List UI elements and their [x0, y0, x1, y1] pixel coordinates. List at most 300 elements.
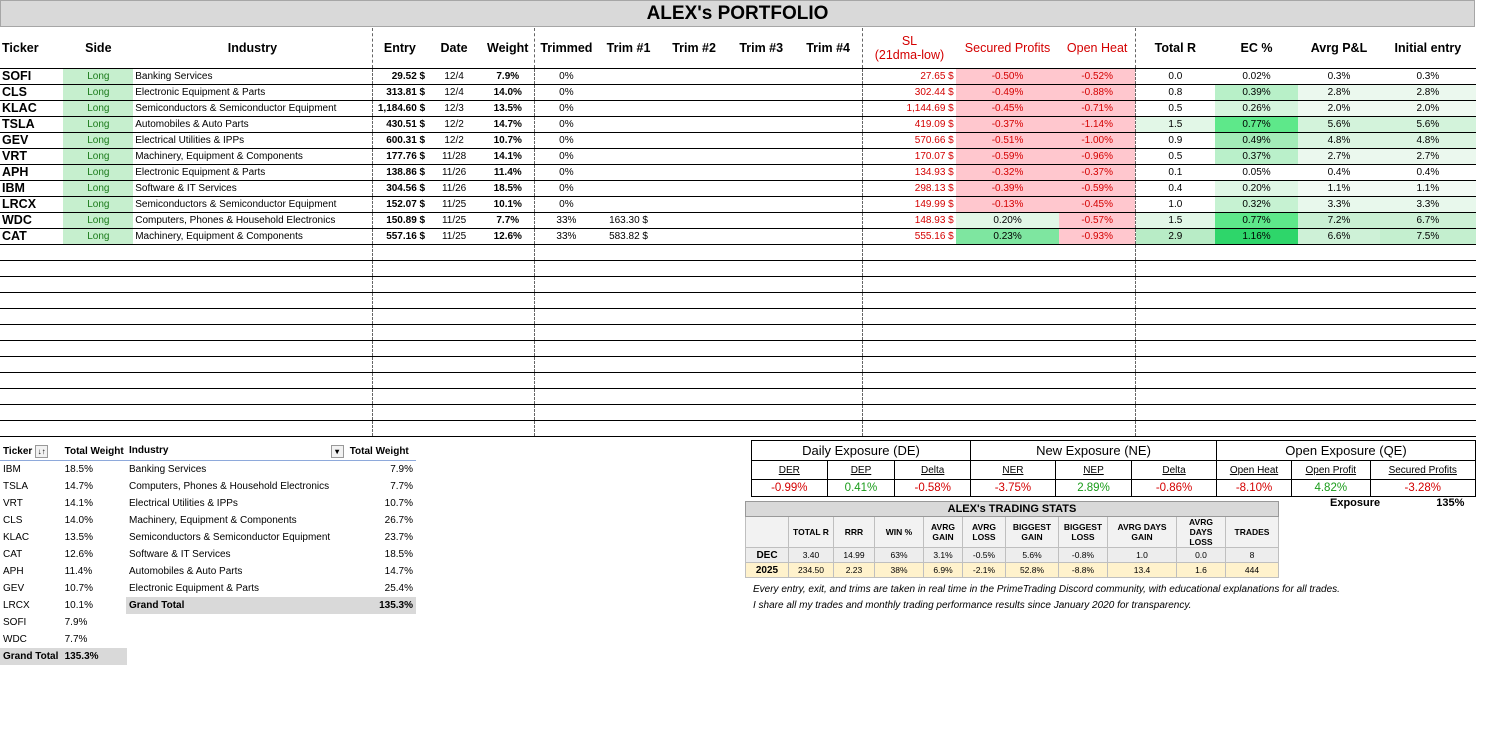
empty-cell [133, 293, 372, 309]
empty-cell [728, 245, 794, 261]
table-row[interactable] [0, 133, 1476, 149]
table-row[interactable] [0, 229, 1476, 245]
empty-cell [728, 325, 794, 341]
cell-side: Long [63, 117, 133, 133]
exposure-value: -0.99% [752, 480, 828, 497]
portfolio-title: ALEX's PORTFOLIO [0, 0, 1475, 27]
col-weight: Weight [481, 28, 535, 69]
empty-cell [133, 405, 372, 421]
col-ec: EC % [1215, 28, 1299, 69]
cell-trim2 [660, 197, 729, 213]
cell-heat: -0.71% [1059, 101, 1135, 117]
empty-cell [660, 405, 729, 421]
table-row[interactable] [0, 101, 1476, 117]
cell-weight: 18.5% [481, 181, 535, 197]
empty-cell [481, 373, 535, 389]
cell-secured: -0.39% [956, 181, 1060, 197]
empty-cell [0, 309, 63, 325]
empty-cell [1215, 373, 1299, 389]
cell-ec: 0.26% [1215, 101, 1299, 117]
pivot-row [0, 563, 127, 580]
empty-cell [427, 405, 481, 421]
cell-initial: 6.7% [1380, 213, 1476, 229]
stats-header: TOTAL R [789, 517, 834, 548]
cell-date: 11/26 [427, 165, 481, 181]
cell-trimmed: 33% [535, 213, 597, 229]
cell-initial: 1.1% [1380, 181, 1476, 197]
pivot-label: WDC [3, 634, 27, 645]
empty-cell [427, 421, 481, 437]
cell-initial: 0.3% [1380, 69, 1476, 85]
empty-cell [1059, 389, 1135, 405]
cell-trim4 [794, 197, 863, 213]
empty-cell [863, 341, 956, 357]
table-row[interactable] [0, 197, 1476, 213]
empty-row[interactable] [0, 277, 1476, 293]
cell-trim3 [728, 101, 794, 117]
empty-cell [133, 421, 372, 437]
cell-ec: 0.05% [1215, 165, 1299, 181]
pivot-value: 25.4% [384, 583, 413, 594]
empty-cell [535, 309, 597, 325]
cell-weight: 14.1% [481, 149, 535, 165]
empty-cell [597, 405, 659, 421]
cell-date: 12/4 [427, 85, 481, 101]
open-exposure-header: Open Exposure (QE) [1217, 441, 1476, 461]
empty-cell [63, 405, 133, 421]
cell-ec: 0.32% [1215, 197, 1299, 213]
cell-trim1 [597, 181, 659, 197]
pivot-row [126, 461, 416, 479]
empty-cell [0, 357, 63, 373]
cell-totalr: 0.9 [1135, 133, 1214, 149]
empty-row[interactable] [0, 373, 1476, 389]
pivot-value: 14.7% [64, 481, 93, 492]
cell-trimmed: 0% [535, 165, 597, 181]
table-row[interactable] [0, 149, 1476, 165]
stats-header: RRR [834, 517, 875, 548]
stats-cell: -0.8% [1059, 548, 1108, 563]
empty-cell [372, 357, 427, 373]
pivot-label: APH [3, 566, 24, 577]
col-trim2: Trim #2 [660, 28, 729, 69]
cell-ec: 0.39% [1215, 85, 1299, 101]
sort-filter-icon[interactable]: ↓↑ [35, 445, 48, 458]
empty-cell [794, 261, 863, 277]
cell-industry: Electronic Equipment & Parts [133, 165, 372, 181]
empty-cell [535, 405, 597, 421]
pivot-label: KLAC [3, 532, 30, 543]
cell-trim4 [794, 165, 863, 181]
pivot-row [0, 461, 127, 479]
empty-cell [0, 261, 63, 277]
cell-trimmed: 0% [535, 181, 597, 197]
empty-cell [863, 325, 956, 341]
cell-ec: 1.16% [1215, 229, 1299, 245]
stats-header: AVRG LOSS [963, 517, 1006, 548]
grand-total-value: 135.3% [62, 648, 127, 665]
pivot1-header-ticker: Ticker ↓↑ [0, 443, 62, 461]
empty-cell [863, 389, 956, 405]
empty-cell [597, 293, 659, 309]
note-line: Every entry, exit, and trims are taken in real time in the PrimeTrading Discord community, with educational explanations for all trades. [753, 584, 1340, 595]
pivot-label: Software & IT Services [129, 549, 231, 560]
cell-trimmed: 0% [535, 69, 597, 85]
grand-total-label: Grand Total [126, 597, 347, 614]
empty-cell [1059, 261, 1135, 277]
empty-cell [133, 245, 372, 261]
empty-row[interactable] [0, 421, 1476, 437]
cell-sl: 298.13 $ [863, 181, 956, 197]
cell-trim2 [660, 181, 729, 197]
pivot-row [0, 512, 127, 529]
cell-ticker: CAT [0, 229, 63, 245]
empty-cell [1215, 421, 1299, 437]
stats-cell: 1.6 [1177, 563, 1226, 578]
cell-secured: -0.45% [956, 101, 1060, 117]
empty-cell [481, 309, 535, 325]
cell-date: 11/25 [427, 229, 481, 245]
empty-cell [597, 421, 659, 437]
cell-trim3 [728, 69, 794, 85]
empty-cell [1135, 261, 1214, 277]
pivot-row [126, 563, 416, 580]
empty-cell [1380, 373, 1476, 389]
empty-cell [956, 389, 1060, 405]
empty-cell [1215, 293, 1299, 309]
pivot-grand-total [0, 648, 127, 665]
empty-cell [535, 261, 597, 277]
empty-cell [535, 421, 597, 437]
empty-cell [427, 277, 481, 293]
cell-entry: 150.89 $ [372, 213, 427, 229]
empty-cell [535, 357, 597, 373]
table-row[interactable] [0, 85, 1476, 101]
empty-cell [863, 373, 956, 389]
exposure-table [751, 440, 1476, 497]
empty-cell [535, 389, 597, 405]
cell-industry: Computers, Phones & Household Electronics [133, 213, 372, 229]
empty-row[interactable] [0, 405, 1476, 421]
cell-totalr: 0.5 [1135, 149, 1214, 165]
table-row[interactable] [0, 69, 1476, 85]
empty-row[interactable] [0, 341, 1476, 357]
col-sl-sub: (21dma-low) [874, 48, 945, 62]
stats-cell: -8.8% [1059, 563, 1108, 578]
stats-header: AVRG DAYS LOSS [1177, 517, 1226, 548]
cell-date: 12/2 [427, 133, 481, 149]
empty-cell [1298, 357, 1379, 373]
empty-cell [597, 389, 659, 405]
empty-cell [794, 341, 863, 357]
col-entry: Entry [372, 28, 427, 69]
empty-cell [794, 373, 863, 389]
cell-totalr: 0.4 [1135, 181, 1214, 197]
pivot-row [0, 580, 127, 597]
cell-side: Long [63, 85, 133, 101]
cell-trim4 [794, 133, 863, 149]
pivot-row [126, 495, 416, 512]
stats-cell: -0.5% [963, 548, 1006, 563]
cell-trim1 [597, 117, 659, 133]
cell-initial: 3.3% [1380, 197, 1476, 213]
cell-totalr: 0.0 [1135, 69, 1214, 85]
stats-header: AVRG DAYS GAIN [1108, 517, 1177, 548]
table-row[interactable] [0, 117, 1476, 133]
cell-trimmed: 0% [535, 101, 597, 117]
empty-cell [1059, 405, 1135, 421]
pivot-row [126, 478, 416, 495]
cell-trim2 [660, 133, 729, 149]
cell-avgpl: 0.4% [1298, 165, 1379, 181]
pivot-value: 10.7% [384, 498, 413, 509]
cell-weight: 7.7% [481, 213, 535, 229]
empty-cell [728, 293, 794, 309]
stats-cell: 8 [1226, 548, 1279, 563]
empty-cell [481, 405, 535, 421]
empty-cell [794, 357, 863, 373]
cell-trim1 [597, 101, 659, 117]
cell-trim1: 163.30 $ [597, 213, 659, 229]
empty-cell [1215, 261, 1299, 277]
pivot-label: Semiconductors & Semiconductor Equipment [129, 532, 331, 543]
empty-cell [427, 325, 481, 341]
cell-trimmed: 0% [535, 133, 597, 149]
empty-cell [956, 325, 1060, 341]
cell-ticker: CLS [0, 85, 63, 101]
col-secured: Secured Profits [956, 28, 1060, 69]
empty-cell [597, 373, 659, 389]
cell-side: Long [63, 101, 133, 117]
cell-industry: Software & IT Services [133, 181, 372, 197]
table-row[interactable] [0, 213, 1476, 229]
col-totalr: Total R [1135, 28, 1214, 69]
exposure-summary [1330, 497, 1464, 509]
cell-avgpl: 6.6% [1298, 229, 1379, 245]
cell-sl: 302.44 $ [863, 85, 956, 101]
cell-ec: 0.77% [1215, 117, 1299, 133]
pivot-label: CAT [3, 549, 23, 560]
portfolio-table [0, 28, 1476, 437]
empty-cell [63, 421, 133, 437]
empty-cell [0, 405, 63, 421]
empty-cell [863, 261, 956, 277]
empty-cell [1059, 421, 1135, 437]
empty-cell [1059, 309, 1135, 325]
cell-ticker: APH [0, 165, 63, 181]
empty-row[interactable] [0, 293, 1476, 309]
stats-cell: -2.1% [963, 563, 1006, 578]
pivot-row [126, 580, 416, 597]
cell-weight: 12.6% [481, 229, 535, 245]
empty-cell [660, 261, 729, 277]
empty-cell [660, 389, 729, 405]
pivot-value: 13.5% [64, 532, 93, 543]
empty-cell [535, 277, 597, 293]
pivot-label: Banking Services [129, 464, 207, 475]
empty-cell [372, 373, 427, 389]
pivot-value: 7.9% [390, 464, 413, 475]
note-line: I share all my trades and monthly trading performance results since January 2020 for transparency. [753, 600, 1192, 611]
empty-cell [728, 309, 794, 325]
cell-secured: 0.20% [956, 213, 1060, 229]
empty-cell [0, 373, 63, 389]
cell-date: 11/25 [427, 213, 481, 229]
cell-entry: 29.52 $ [372, 69, 427, 85]
empty-cell [1135, 245, 1214, 261]
empty-cell [1215, 277, 1299, 293]
empty-cell [1298, 389, 1379, 405]
cell-side: Long [63, 181, 133, 197]
cell-avgpl: 2.7% [1298, 149, 1379, 165]
empty-cell [481, 245, 535, 261]
empty-cell [0, 389, 63, 405]
cell-secured: -0.50% [956, 69, 1060, 85]
empty-cell [1215, 357, 1299, 373]
cell-trim4 [794, 101, 863, 117]
cell-ticker: VRT [0, 149, 63, 165]
empty-cell [794, 277, 863, 293]
pivot-value: 7.9% [64, 617, 88, 628]
cell-initial: 2.0% [1380, 101, 1476, 117]
cell-ticker: WDC [0, 213, 63, 229]
cell-sl: 570.66 $ [863, 133, 956, 149]
table-row[interactable] [0, 165, 1476, 181]
pivot-row [126, 512, 416, 529]
exposure-value: 4.82% [1292, 480, 1370, 497]
empty-row[interactable] [0, 261, 1476, 277]
cell-sl: 134.93 $ [863, 165, 956, 181]
cell-trim1 [597, 85, 659, 101]
cell-avgpl: 1.1% [1298, 181, 1379, 197]
empty-cell [1380, 245, 1476, 261]
pivot-row [0, 597, 127, 614]
empty-cell [1380, 405, 1476, 421]
cell-trim1 [597, 133, 659, 149]
cell-ticker: TSLA [0, 117, 63, 133]
empty-cell [1135, 341, 1214, 357]
empty-cell [63, 309, 133, 325]
stats-header [746, 517, 789, 548]
daily-exposure-header: Daily Exposure (DE) [752, 441, 971, 461]
filter-dropdown-icon[interactable]: ▾ [331, 445, 344, 458]
empty-cell [0, 245, 63, 261]
cell-heat: -0.88% [1059, 85, 1135, 101]
cell-entry: 600.31 $ [372, 133, 427, 149]
cell-ticker: LRCX [0, 197, 63, 213]
empty-cell [597, 245, 659, 261]
empty-cell [133, 357, 372, 373]
stats-cell: 2.23 [834, 563, 875, 578]
exposure-label: DER [752, 461, 828, 480]
empty-cell [133, 277, 372, 293]
empty-row[interactable] [0, 309, 1476, 325]
cell-trim4 [794, 229, 863, 245]
empty-cell [660, 277, 729, 293]
empty-cell [133, 261, 372, 277]
cell-entry: 313.81 $ [372, 85, 427, 101]
exposure-value: 2.89% [1055, 480, 1131, 497]
stats-cell: 0.0 [1177, 548, 1226, 563]
empty-cell [794, 405, 863, 421]
empty-row[interactable] [0, 325, 1476, 341]
pivot-value: 26.7% [384, 515, 413, 526]
empty-cell [1298, 405, 1379, 421]
pivot2-header-weight: Total Weight [347, 443, 416, 461]
empty-cell [1380, 309, 1476, 325]
cell-trimmed: 33% [535, 229, 597, 245]
empty-cell [956, 373, 1060, 389]
stats-cell: 234.50 [789, 563, 834, 578]
empty-cell [728, 277, 794, 293]
empty-row[interactable] [0, 389, 1476, 405]
cell-side: Long [63, 149, 133, 165]
cell-sl: 170.07 $ [863, 149, 956, 165]
cell-date: 12/2 [427, 117, 481, 133]
cell-trim2 [660, 117, 729, 133]
cell-ticker: GEV [0, 133, 63, 149]
cell-entry: 177.76 $ [372, 149, 427, 165]
stats-cell: 444 [1226, 563, 1279, 578]
empty-cell [863, 421, 956, 437]
empty-cell [1059, 293, 1135, 309]
empty-cell [1215, 309, 1299, 325]
cell-industry: Machinery, Equipment & Components [133, 149, 372, 165]
empty-cell [1215, 245, 1299, 261]
empty-cell [1298, 341, 1379, 357]
cell-trim4 [794, 149, 863, 165]
cell-weight: 14.7% [481, 117, 535, 133]
pivot-value: 14.1% [64, 498, 93, 509]
empty-cell [372, 261, 427, 277]
cell-trim4 [794, 213, 863, 229]
empty-cell [1380, 421, 1476, 437]
empty-cell [63, 389, 133, 405]
pivot-label: Computers, Phones & Household Electronics [129, 481, 330, 492]
pivot-value: 12.6% [64, 549, 93, 560]
cell-initial: 5.6% [1380, 117, 1476, 133]
empty-row[interactable] [0, 245, 1476, 261]
empty-row[interactable] [0, 357, 1476, 373]
cell-initial: 2.8% [1380, 85, 1476, 101]
empty-cell [1298, 293, 1379, 309]
empty-cell [956, 405, 1060, 421]
cell-ec: 0.49% [1215, 133, 1299, 149]
cell-secured: -0.59% [956, 149, 1060, 165]
empty-cell [956, 357, 1060, 373]
stats-cell: 63% [875, 548, 924, 563]
cell-entry: 304.56 $ [372, 181, 427, 197]
empty-cell [1059, 341, 1135, 357]
cell-trimmed: 0% [535, 197, 597, 213]
empty-cell [535, 325, 597, 341]
pivot-label: Automobiles & Auto Parts [129, 566, 243, 577]
table-row[interactable] [0, 181, 1476, 197]
cell-heat: -0.45% [1059, 197, 1135, 213]
cell-trim2 [660, 69, 729, 85]
cell-side: Long [63, 165, 133, 181]
empty-cell [1135, 325, 1214, 341]
empty-cell [481, 277, 535, 293]
cell-trim3 [728, 197, 794, 213]
empty-cell [535, 341, 597, 357]
cell-trim3 [728, 213, 794, 229]
cell-secured: -0.37% [956, 117, 1060, 133]
empty-cell [728, 373, 794, 389]
empty-cell [660, 357, 729, 373]
cell-ec: 0.77% [1215, 213, 1299, 229]
empty-cell [535, 245, 597, 261]
